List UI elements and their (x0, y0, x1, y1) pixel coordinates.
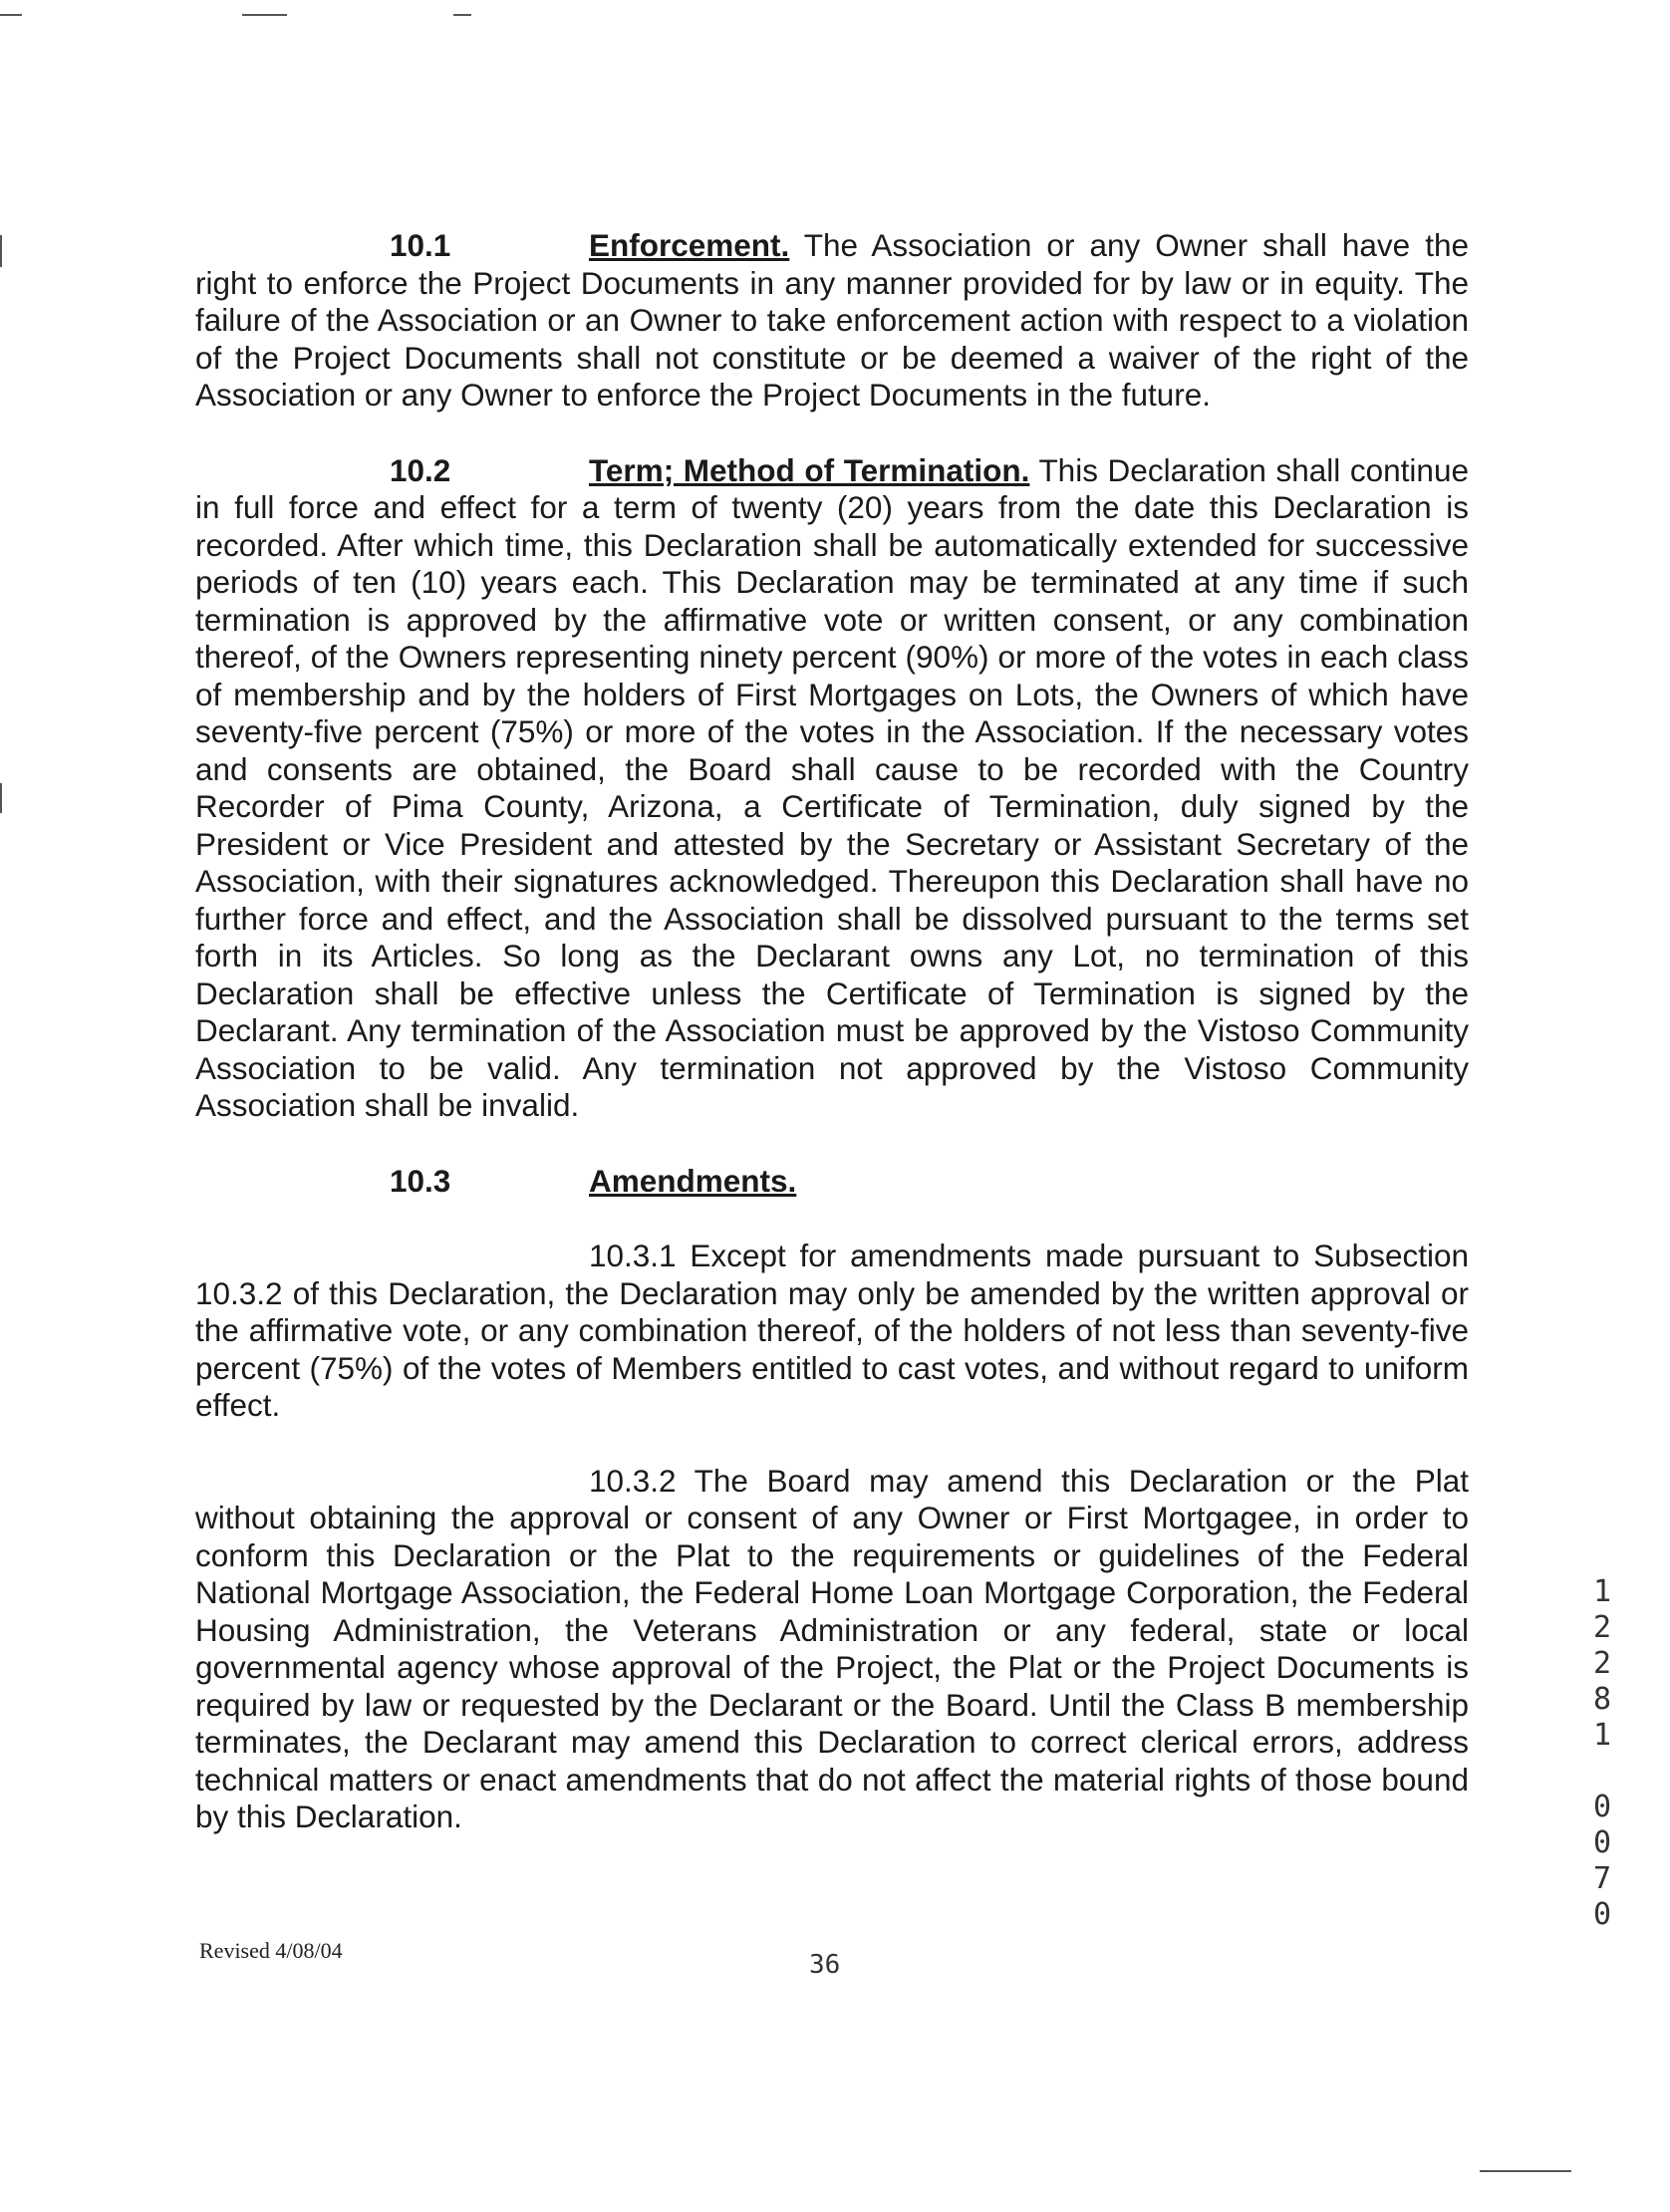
section-title: Amendments. (589, 1162, 797, 1199)
stamp-digit: 1 (1592, 1718, 1612, 1753)
section-title: Enforcement. (589, 227, 790, 263)
section-number: 10.1 (390, 227, 451, 263)
section-10-3 (195, 1163, 1469, 1201)
section-number: 10.3 (390, 1162, 451, 1199)
stamp-digit: 0 (1592, 1825, 1612, 1860)
section-10-2 (195, 452, 1469, 1125)
scan-mark (1480, 2170, 1571, 2172)
scan-mark (0, 235, 2, 267)
subsection-10-3-2 (195, 1463, 1469, 1836)
stamp-gap (1590, 1754, 1614, 1790)
section-text: The Association or any Owner shall have the right to enforce the Project Documents in any manner provided for by law or in equity. The failure of the Association or an Owner to take enforcement action with respect to a violation of the Project Documents shall not constitute or be deemed a waiver of the right of the Association or any Owner to enforce the Project Documents in the future. (195, 227, 1470, 413)
page-number: 36 (809, 1950, 841, 1980)
stamp-digit: 1 (1592, 1574, 1612, 1609)
stamp-digit: 2 (1592, 1646, 1612, 1681)
stamp-digit: 8 (1592, 1682, 1612, 1717)
section-title: Term; Method of Termination. (589, 451, 1030, 488)
subsection-number: 10.3.2 (589, 1462, 677, 1499)
subsection-number: 10.3.1 (589, 1238, 677, 1273)
recording-stamp (1590, 1574, 1614, 1933)
scan-mark (0, 14, 22, 16)
document-body (195, 227, 1469, 1836)
subsection-10-3-1 (195, 1238, 1469, 1425)
section-number: 10.2 (390, 451, 451, 488)
scan-mark (453, 14, 471, 16)
section-10-1 (195, 227, 1469, 415)
scan-mark (242, 14, 287, 16)
stamp-digit: 0 (1592, 1790, 1612, 1824)
scan-mark (0, 783, 2, 813)
revised-date: Revised 4/08/04 (199, 1938, 343, 1963)
subsection-text: Except for amendments made pursuant to Subsection 10.3.2 of this Declaration, the Declaration may only be amended by the written approval or the affirmative vote, or any combination thereof, of the holders of not less than seventy-five percent (75%) of the votes of Members entitled to cast votes, and without regard to uniform effect. (195, 1238, 1469, 1423)
stamp-digit: 7 (1592, 1861, 1612, 1896)
stamp-digit: 0 (1592, 1897, 1612, 1932)
section-text: This Declaration shall continue in full force and effect for a term of twenty (20) years from the date this Declaration is recorded. After which time, this Declaration shall be automatically extended for successive periods of ten (10) years each. This Declaration may be terminated at any time if such termination is approved by the affirmative vote or written consent, or any combination thereof, of the Owners representing ninety percent (90%) or more of the votes in each class of membership and by the holders of First Mortgages on Lots, the Owners of which have seventy-five percent (75%) or more of the votes in the Association. If the necessary votes and consents are obtained, the Board shall cause to be recorded with the Country Recorder of Pima County, Arizona, a Certificate of Termination, duly signed by the President or Vice President and attested by the Secretary or Assistant Secretary of the Association, with their signatures acknowledged. Thereupon this Declaration shall have no further force and effect, and the Association shall be dissolved pursuant to the terms set forth in its Articles. So long as the Declarant owns any Lot, no termination of this Declaration shall be effective unless the Certificate of Termination is signed by the Declarant. Any termination of the Association must be approved by the Vistoso Community Association to be valid. Any termination not approved by the Vistoso Community Association shall be invalid. (195, 451, 1469, 1123)
subsection-text: The Board may amend this Declaration or the Plat without obtaining the approval or consent of any Owner or First Mortgagee, in order to conform this Declaration or the Plat to the requirements or guidelines of the Federal National Mortgage Association, the Federal Home Loan Mortgage Corporation, the Federal Housing Administration, the Veterans Administration or any federal, state or local governmental agency whose approval of the Project, the Plat or the Project Documents is required by law or requested by the Declarant or the Board. Until the Class B membership terminates, the Declarant may amend this Declaration to correct clerical errors, address technical matters or enact amendments that do not affect the material rights of those bound by this Declaration. (195, 1462, 1469, 1834)
stamp-digit: 2 (1592, 1610, 1612, 1645)
